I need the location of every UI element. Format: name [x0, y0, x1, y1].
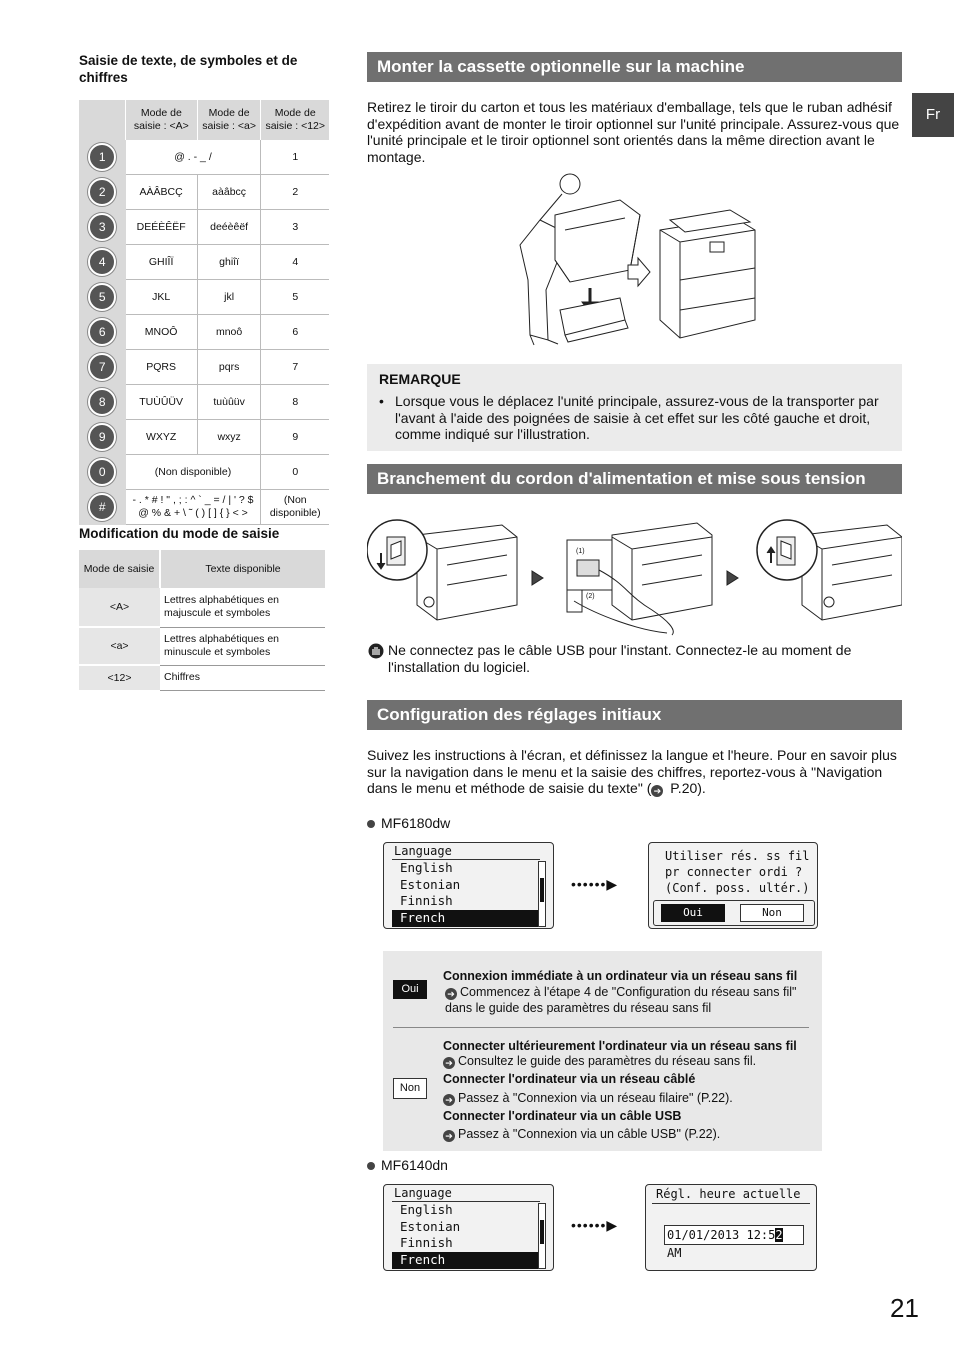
section-body-initial-settings: Suivez les instructions à l'écran, et définissez la langue et l'heure. Pour en savoir plus sur la navigation dans le menu et la saisie des chiffres, reportez-vous à "Navigation dans le menu et méthode de saisie du texte" ( ➔ P.20). — [367, 747, 897, 796]
table-row: # - . * # ! " , ; : ^ ` _ = / | ' ? $ @ % & + \ ˜ ( ) [ ] { } < > (Non disponible) — [79, 490, 329, 525]
table-row: 1 @ . - _ / 1 — [79, 140, 329, 175]
table-row: 8 TUÙÛÜV tuùûüv 8 — [79, 385, 329, 420]
non-title-3: Connecter l'ordinateur via un câble USB — [443, 1109, 682, 1123]
lcd-line-2: pr connecter ordi ? — [665, 865, 803, 879]
bullet-icon: • — [379, 393, 384, 409]
header-lower: Mode de saisie : <a> — [197, 100, 261, 140]
key-5-icon: 5 — [88, 283, 116, 311]
lcd-item-finnish: Finnish — [400, 893, 453, 908]
lcd-line-1: Utiliser rés. ss fil — [665, 849, 810, 863]
step-label-1: (1) — [576, 548, 585, 555]
non-text-3: ➔ Passez à "Connexion via un câble USB" (P.22). — [443, 1126, 815, 1142]
table-row: 9 WXYZ wxyz 9 — [79, 420, 329, 455]
lcd-title: Language — [394, 844, 452, 858]
non-text-1: ➔ Consultez le guide des paramètres du réseau sans fil. — [443, 1053, 815, 1069]
non-title-1: Connecter ultérieurement l'ordinateur via un réseau sans fil — [443, 1039, 797, 1053]
header-upper: Mode de saisie : <A> — [126, 100, 198, 140]
lcd-time-cursor: 2 — [775, 1228, 783, 1242]
model-label-mf6140dn: MF6140dn — [367, 1157, 448, 1174]
page-number: 21 — [890, 1293, 919, 1323]
table-row: <A> Lettres alphabétiques en majuscule et symboles — [79, 588, 325, 627]
table-row: 0 (Non disponible) 0 — [79, 455, 329, 490]
non-title-2: Connecter l'ordinateur via un réseau câblé — [443, 1072, 696, 1086]
cassette-illustration — [510, 170, 770, 352]
keypad-table — [79, 100, 329, 525]
dotted-arrow-icon: ••••••▶ — [571, 1217, 619, 1233]
usb-note: Ne connectez pas le câble USB pour l'instant. Connectez-le au moment de l'installation du logiciel. — [388, 642, 852, 675]
key-6-icon: 6 — [88, 318, 116, 346]
lcd-item-french: French — [392, 1252, 538, 1269]
reference-arrow-icon: ➔ — [443, 1057, 455, 1069]
lcd-language-screen-2 — [383, 1184, 554, 1271]
step-label-2: (2) — [586, 593, 595, 600]
key-4-icon: 4 — [88, 248, 116, 276]
lcd-item-estonian: Estonian — [400, 1219, 461, 1234]
lcd-item-estonian: Estonian — [400, 877, 461, 892]
key-9-icon: 9 — [88, 423, 116, 451]
lcd-wireless-question-screen — [648, 842, 818, 929]
table-row: 5 JKL jkl 5 — [79, 280, 329, 315]
lcd-title: Language — [394, 1186, 452, 1200]
mode-table: Mode de saisie Texte disponible <A> Lettres alphabétiques en majuscule et symboles <a> Lettres alphabétiques en minuscule et symboles <12> Chiffres — [79, 550, 325, 691]
non-text-2: ➔ Passez à "Connexion via un réseau filaire" (P.22). — [443, 1090, 815, 1106]
section-body-cassette: Retirez le tiroir du carton et tous les matériaux d'emballage, tels que le ruban adhésif d'expédition avant de monter le tiroir optionnel sur l'unité principale. Assurez-vous que l'unité principale et le tiroir optionnel sont orientés dans la même direction avant le montage. — [367, 99, 900, 165]
mode-table-heading: Modification du mode de saisie — [79, 526, 280, 541]
lcd-item-finnish: Finnish — [400, 1235, 453, 1250]
lcd-line-3: (Conf. poss. ultér.) — [665, 881, 810, 895]
keypad-table-heading: Saisie de texte, de symboles et de chiffres — [79, 53, 298, 85]
lcd-no-button: Non — [740, 904, 804, 922]
caution-icon — [368, 643, 384, 659]
lcd-time-field: 01/01/2013 12:52 AM — [664, 1225, 804, 1245]
bullet-icon — [367, 820, 375, 828]
table-row: <12> Chiffres — [79, 665, 325, 690]
remark-box — [367, 364, 902, 451]
lcd-scrollbar — [538, 1203, 546, 1269]
bullet-icon — [367, 1162, 375, 1170]
model-label-mf6180dw: MF6180dw — [367, 815, 450, 832]
section-title-power: Branchement du cordon d'alimentation et mise sous tension — [367, 464, 902, 494]
lcd-item-french: French — [392, 910, 538, 927]
section-title-initial-settings: Configuration des réglages initiaux — [367, 700, 902, 730]
key-3-icon: 3 — [88, 213, 116, 241]
power-illustration — [367, 515, 902, 640]
key-2-icon: 2 — [88, 178, 116, 206]
reference-arrow-icon: ➔ — [443, 1094, 455, 1106]
table-row: 4 GHIÎÏ ghiîï 4 — [79, 245, 329, 280]
section-title-cassette: Monter la cassette optionnelle sur la machine — [367, 52, 902, 82]
options-box — [383, 951, 822, 1151]
reference-arrow-icon: ➔ — [445, 988, 457, 1000]
remark-text: Lorsque vous le déplacez l'unité principale, assurez-vous de la transporter par l'avant à l'aide des poignées de saisie à cet effet sur les côté gauche et droit, comme indiqué sur l'illustration. — [395, 393, 879, 442]
table-row: 7 PQRS pqrs 7 — [79, 350, 329, 385]
lcd-yes-button: Oui — [661, 904, 725, 922]
oui-text: ➔ Commencez à l'étape 4 de "Configuration du réseau sans fil" dans le guide des paramètres du réseau sans fil — [445, 985, 797, 1015]
key-0-icon: 0 — [88, 458, 116, 486]
key-7-icon: 7 — [88, 353, 116, 381]
key-8-icon: 8 — [88, 388, 116, 416]
table-row: <a> Lettres alphabétiques en minuscule et symboles — [79, 627, 325, 665]
dotted-arrow-icon: ••••••▶ — [571, 876, 619, 892]
reference-arrow-icon: ➔ — [651, 785, 663, 797]
oui-badge: Oui — [393, 980, 427, 999]
lcd-language-screen — [383, 842, 554, 929]
language-tab: Fr — [912, 93, 954, 137]
divider — [393, 1027, 809, 1028]
lcd-time-screen — [645, 1184, 817, 1271]
lcd-item-english: English — [400, 1202, 453, 1217]
table-row: 3 DEÉÈÊËF deéèêëf 3 — [79, 210, 329, 245]
non-badge: Non — [393, 1078, 427, 1099]
remark-title: REMARQUE — [379, 371, 461, 387]
header-num: Mode de saisie : <12> — [261, 100, 329, 140]
lcd-scrollbar — [538, 861, 546, 927]
key-1-icon: 1 — [88, 143, 116, 171]
lcd-time-title: Régl. heure actuelle — [656, 1187, 801, 1201]
lcd-item-english: English — [400, 860, 453, 875]
reference-arrow-icon: ➔ — [443, 1130, 455, 1142]
table-row: 2 AÀÂBCÇ aàâbcç 2 — [79, 175, 329, 210]
key-hash-icon: # — [88, 493, 116, 521]
table-row: 6 MNOÔ mnoô 6 — [79, 315, 329, 350]
oui-title: Connexion immédiate à un ordinateur via un réseau sans fil — [443, 969, 798, 983]
